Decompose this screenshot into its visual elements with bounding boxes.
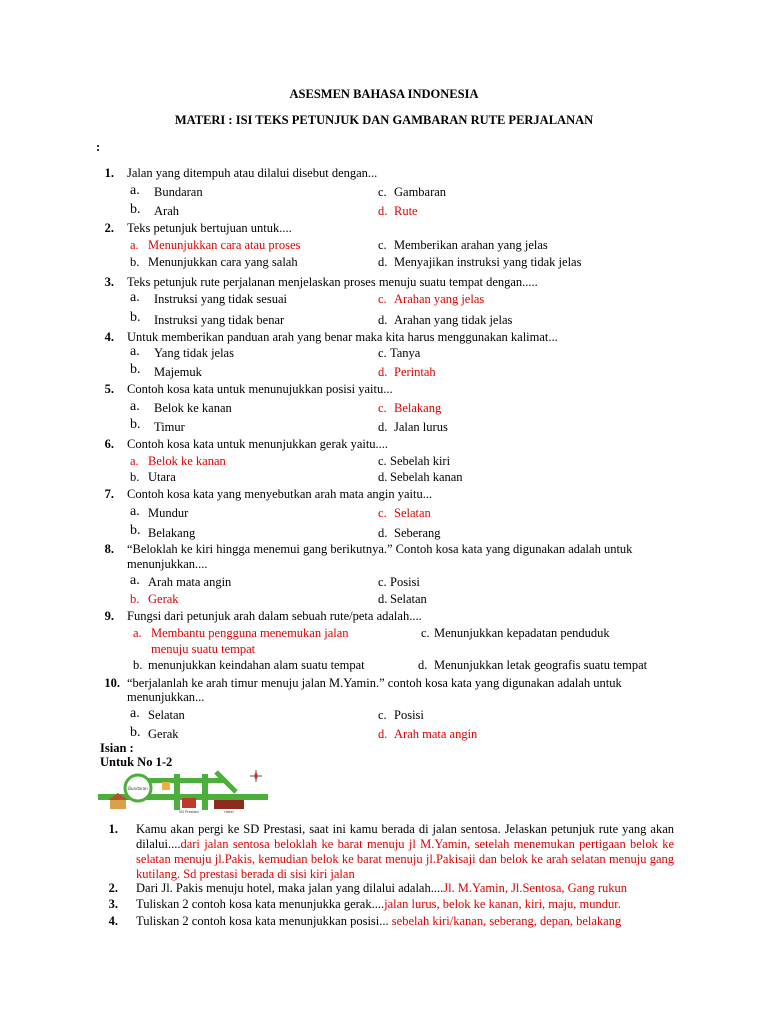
option-text: Menyajikan instruksi yang tidak jelas (394, 255, 582, 269)
roundabout-label: Bundaran (128, 786, 148, 791)
option-text: Menunjukkan cara yang salah (148, 255, 298, 269)
option-label: a. (130, 706, 140, 721)
question-text: “Beloklah ke kiri hingga menemui gang berikutnya.” Contoh kosa kata yang digunakan adalah untuk (127, 542, 633, 556)
question-text: Contoh kosa kata untuk menunjukkan gerak yaitu.... (127, 437, 389, 451)
answer-text: Menunjukkan cara atau proses (148, 238, 301, 252)
option-label: d. (378, 526, 388, 540)
question-text: Untuk memberikan panduan arah yang benar maka kita harus menggunakan kalimat... (127, 330, 558, 344)
question-number: 4. (104, 330, 114, 344)
option-text: Tanya (390, 346, 421, 360)
option-text: Jalan lurus (394, 420, 448, 434)
option-text: Posisi (394, 708, 424, 722)
option-label: c. (378, 454, 387, 468)
question-text-cont: menunjukkan... (127, 690, 205, 704)
question-number: 7. (104, 487, 114, 501)
option-label: d. (378, 255, 388, 269)
essay-question: Dari Jl. Pakis menuju hotel, maka jalan yang dilalui adalah.... (136, 881, 444, 895)
hotel-icon (214, 800, 244, 809)
route-map (98, 770, 270, 814)
option-text: Selatan (148, 708, 185, 722)
answer-label: c. (378, 506, 387, 520)
question-text: Jalan yang ditempuh atau dilalui disebut dengan... (127, 166, 378, 180)
answer-label: a. (130, 238, 139, 252)
question-number: 3. (104, 275, 114, 289)
answer-label: a. (130, 454, 139, 468)
hotel-label: Hotel (224, 810, 234, 814)
option-label: d. (378, 313, 388, 327)
answer-label: a. (133, 626, 142, 640)
option-text: Arah mata angin (148, 575, 232, 589)
option-label: c. (421, 626, 430, 640)
option-label: c. (378, 575, 387, 589)
option-text: Sebelah kiri (390, 454, 451, 468)
question-text: Contoh kosa kata untuk menunujukkan posisi yaitu... (127, 382, 393, 396)
road-vertical-1 (174, 774, 180, 810)
answer-text: Arah mata angin (394, 727, 478, 741)
question-text: Fungsi dari petunjuk arah dalam sebuah rute/peta adalah.... (127, 609, 422, 623)
option-label: b. (130, 725, 141, 740)
option-text: Yang tidak jelas (154, 346, 234, 360)
answer-text: Selatan (394, 506, 431, 520)
answer-label: c. (378, 292, 387, 306)
essay-answer: jalan lurus, belok ke kanan, kiri, maju, mundur. (384, 897, 621, 911)
option-label: d. (378, 592, 388, 606)
essay-number: 1. (108, 822, 118, 836)
option-text: Belok ke kanan (154, 401, 232, 415)
question-text-cont: menunjukkan.... (127, 557, 208, 571)
option-text: Selatan (390, 592, 427, 606)
option-label: b. (130, 310, 141, 325)
option-text: Seberang (394, 526, 441, 540)
answer-label: d. (378, 727, 388, 741)
house-icon (110, 800, 126, 809)
map-caption: Untuk No 1-2 (100, 755, 173, 769)
option-label: d. (378, 420, 388, 434)
option-label: a. (130, 290, 140, 305)
essay-answer: dari jalan sentosa beloklah ke barat menuju jl M.Yamin, setelah menemukan pertigaan belok ke selatan menuju jl.Pakis, kemudian belok ke barat menuju jl.Pakisaji dan belok ke arah selatan menuju gang kutilang. Sd prestasi berada di sisi kiri jalan (136, 837, 674, 881)
essay-question: Kamu akan pergi ke SD Prestasi, saat ini kamu berada di jalan sentosa. Jelaskan petunjuk rute yang akan dilalui.... (136, 822, 674, 851)
option-label: b. (130, 202, 141, 217)
option-label: c. (378, 185, 387, 199)
answer-label: d. (378, 204, 388, 218)
question-number: 9. (104, 609, 114, 623)
essay-text (136, 897, 621, 912)
document-title: ASESMEN BAHASA INDONESIA (289, 87, 479, 101)
building-icon (162, 782, 170, 790)
option-label: b. (130, 417, 141, 432)
option-text: Sebelah kanan (390, 470, 463, 484)
colon-mark: : (96, 140, 101, 154)
option-label: b. (133, 658, 143, 672)
option-label: b. (130, 362, 141, 377)
option-label: c. (378, 346, 387, 360)
answer-label: c. (378, 401, 387, 415)
compass-icon (250, 770, 262, 782)
option-text: Timur (154, 420, 185, 434)
option-label: b. (130, 470, 140, 484)
option-text: Menunjukkan letak geografis suatu tempat (434, 658, 648, 672)
question-text: Contoh kosa kata yang menyebutkan arah mata angin yaitu... (127, 487, 433, 501)
answer-text: Rute (394, 204, 418, 218)
option-text: Majemuk (154, 365, 202, 379)
option-label: d. (378, 470, 388, 484)
answer-text-cont: menuju suatu tempat (151, 642, 256, 656)
option-text: Utara (148, 470, 176, 484)
option-label: c. (378, 708, 387, 722)
option-label: a. (130, 573, 140, 588)
answer-text: Membantu pengguna menemukan jalan (151, 626, 349, 640)
answer-text: Arahan yang jelas (394, 292, 485, 306)
answer-text: Belok ke kanan (148, 454, 226, 468)
option-label: a. (130, 504, 140, 519)
option-text: menunjukkan keindahan alam suatu tempat (148, 658, 365, 672)
option-text: Belakang (148, 526, 196, 540)
option-text: Mundur (148, 506, 189, 520)
question-number: 6. (104, 437, 114, 451)
option-label: a. (130, 399, 140, 414)
option-label: c. (378, 238, 387, 252)
option-text: Arah (154, 204, 179, 218)
option-text: Gambaran (394, 185, 447, 199)
question-number: 2. (104, 221, 114, 235)
essay-number: 2. (108, 881, 118, 895)
answer-text: Gerak (148, 592, 179, 606)
essay-answer: sebelah kiri/kanan, seberang, depan, belakang (391, 914, 622, 928)
option-text: Arahan yang tidak jelas (394, 313, 513, 327)
essay-text (136, 914, 621, 929)
school-icon (182, 798, 196, 808)
question-number: 1. (104, 166, 114, 180)
question-text: Teks petunjuk bertujuan untuk.... (127, 221, 292, 235)
option-text: Gerak (148, 727, 179, 741)
answer-label: b. (130, 592, 140, 606)
essay-question: Tuliskan 2 contoh kosa kata menunjukka gerak.... (136, 897, 385, 911)
essay-answer: Jl. M.Yamin, Jl.Sentosa, Gang rukun (443, 881, 628, 895)
essay-text (136, 881, 627, 896)
isian-heading: Isian : (100, 741, 134, 755)
route-map-drawing (98, 770, 270, 814)
essay-number: 3. (108, 897, 118, 911)
road-vertical-2 (202, 774, 208, 810)
option-label: d. (418, 658, 428, 672)
document-subtitle: MATERI : ISI TEKS PETUNJUK DAN GAMBARAN RUTE PERJALANAN (174, 113, 594, 127)
essay-question: Tuliskan 2 contoh kosa kata menunjukkan posisi... (136, 914, 392, 928)
option-text: Instruksi yang tidak benar (154, 313, 285, 327)
option-text: Memberikan arahan yang jelas (394, 238, 548, 252)
option-label: a. (130, 183, 140, 198)
option-text: Menunjukkan kepadatan penduduk (434, 626, 610, 640)
answer-label: d. (378, 365, 388, 379)
question-text: Teks petunjuk rute perjalanan menjelaskan proses menuju suatu tempat dengan..... (127, 275, 538, 289)
answer-text: Belakang (394, 401, 442, 415)
question-number: 5. (104, 382, 114, 396)
option-label: a. (130, 344, 140, 359)
option-text: Instruksi yang tidak sesuai (154, 292, 287, 306)
school-label: SD Prestasi (179, 810, 199, 814)
option-text: Bundaran (154, 185, 203, 199)
road-upper (146, 778, 226, 783)
question-text: “berjalanlah ke arah timur menuju jalan M.Yamin.” contoh kosa kata yang digunakan adalah untuk (127, 676, 622, 690)
question-number: 10. (104, 676, 120, 690)
option-label: b. (130, 523, 141, 538)
essay-number: 4. (108, 914, 118, 928)
question-number: 8. (104, 542, 114, 556)
answer-text: Perintah (394, 365, 436, 379)
essay-text (136, 822, 674, 882)
option-label: b. (130, 255, 140, 269)
option-text: Posisi (390, 575, 420, 589)
